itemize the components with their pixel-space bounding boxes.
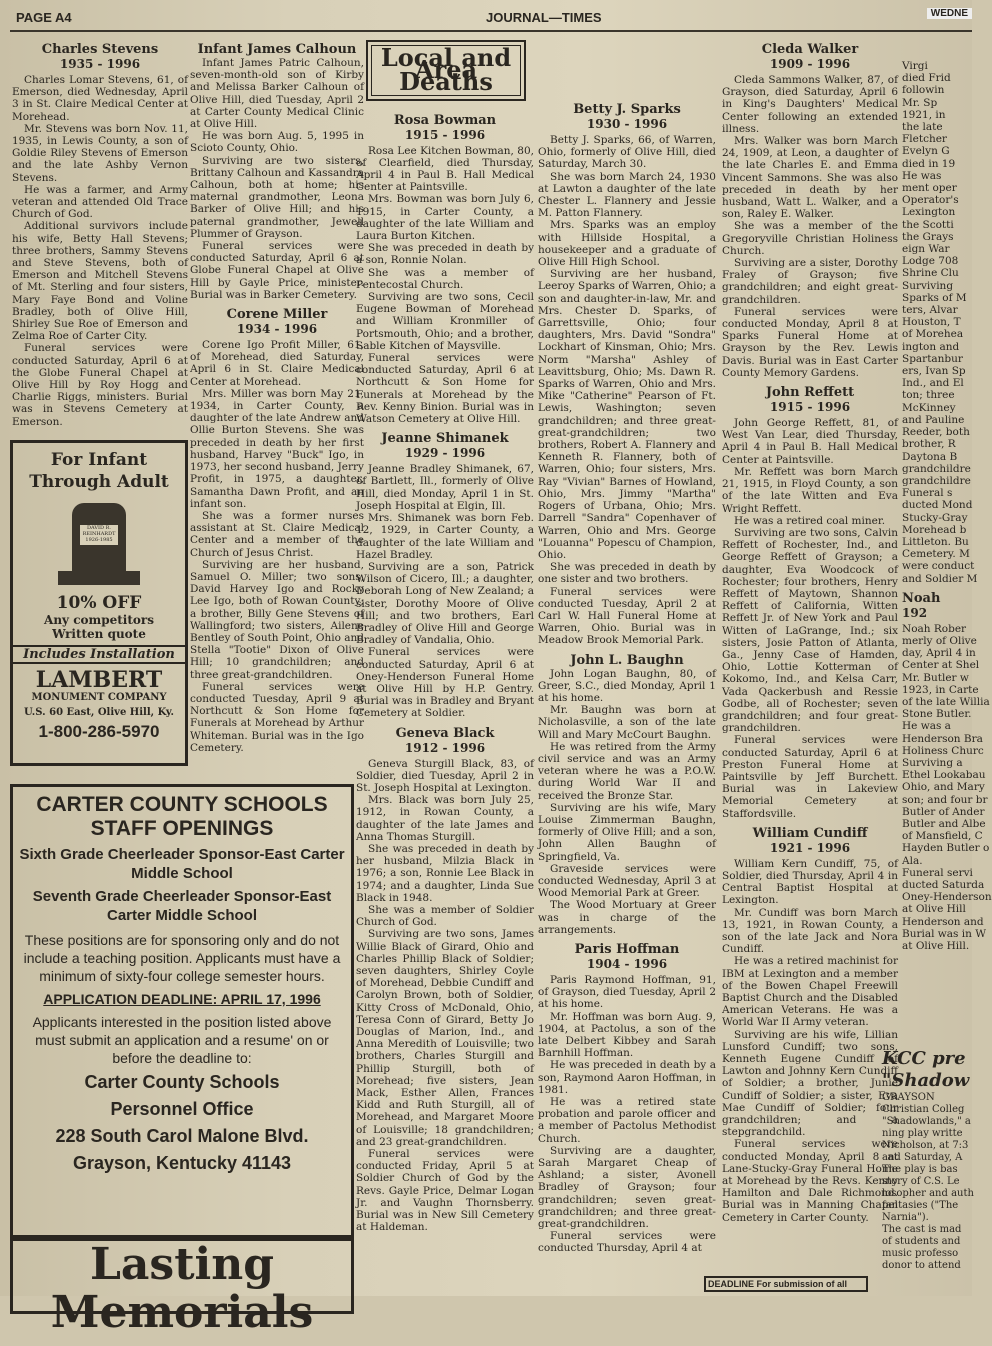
obit-paragraph: Infant James Patric Calhoun, seven-month-old son of Kirby and Melissa Barker Calhoun of Olive Hill, died Tuesday, April 2 at Carter County Medical Clinic at Olive Hill. <box>190 57 364 131</box>
text-line: Lodge 708 <box>902 255 959 268</box>
newspaper-name: JOURNAL—TIMES <box>486 10 602 25</box>
column-1 <box>12 36 188 436</box>
kcc-headline <box>882 1048 972 1272</box>
header-rule <box>10 30 972 32</box>
obit-paragraph: He was preceded in death by a son, Raymond Aaron Hoffman, in 1981. <box>538 1059 716 1096</box>
text-line: Henderson Bra <box>902 732 983 745</box>
obit-paragraph: Funeral services were conducted Tuesday, April 2 at Carl W. Hall Funeral Home at Warren, Ohio. Burial was in Meadow Brook Memorial Park. <box>538 585 716 647</box>
text-line: the late <box>902 121 943 134</box>
text-line: day, April 4 in <box>902 647 976 660</box>
obit-years: 1934 - 1996 <box>236 322 318 337</box>
obit-paragraph: Mr. Cundiff was born March 13, 1921, in Rowan County, a son of the late Jack and Nora Cundiff. <box>722 906 898 956</box>
text-line: Surviving <box>902 279 954 292</box>
text-line: Morehead b <box>902 523 967 536</box>
column-4 <box>538 96 716 1346</box>
text-line: Houston, T <box>902 316 961 329</box>
obit-years: 1921 - 1996 <box>769 840 851 855</box>
ad-address: U.S. 60 East, Olive Hill, Ky. <box>24 707 174 718</box>
obit-name: Geneva Black <box>395 725 495 741</box>
obit-name: Charles Stevens <box>41 42 159 57</box>
text-line: Mr. Sp <box>902 96 938 109</box>
obit-paragraph: Surviving are two sons, Cecil Eugene Bowman of Morehead and William Kronmiller of Portsmouth, Ohio; and a brother, Sable Kitchen of Maysville. <box>356 291 534 352</box>
obit-paragraph: Funeral services were conducted Saturday, April 6 at the Globe Funeral Chapel at Olive Hill by Roy Hogg and Charlie Riggs, ministers. Burial was in Stevens Cemetery at Emerson. <box>12 342 188 428</box>
obit-paragraph: Mrs. Bowman was born July 6, 1915, in Carter County, a daughter of the late William and Laura Burton Kitchen. <box>356 193 534 243</box>
text-line: ton; three <box>902 389 955 402</box>
obit-paragraph: Cleda Sammons Walker, 87, of Grayson, died Saturday, April 6 in King's Daughters' Medical Center following an extended illness. <box>722 74 898 135</box>
page-header <box>16 10 972 30</box>
deadline-box: DEADLINE For submission of all <box>704 1276 868 1292</box>
text-line: died in 19 <box>902 157 956 170</box>
text-line: Butler and Albe <box>902 817 986 830</box>
text-line: of Mansfield, C <box>902 830 983 843</box>
text-line: died Frid <box>902 72 951 85</box>
obit-name: Rosa Bowman <box>393 112 497 128</box>
column-3 <box>356 36 534 1286</box>
obit-paragraph: Surviving are her husband, Samuel O. Miller; two sons, David Harvey Igo and Rocky Lee Igo, both of Rowan County; a brother, Billy Gene Stevens of Wallingford; two sisters, Ailene Bentley of South Point, Ohio and Stella "Tootie" Dixon of Olive Hill; 10 grandchildren; and three great-grandchildren. <box>190 558 365 681</box>
text-line: eign War <box>902 243 950 256</box>
obit-paragraph: Mrs. Miller was born May 21, 1934, in Carter County, a daughter of the late Andrew and Ollie Burton Stevens. She was preceded in death by her first husband, Harvey "Buck" Igo, in 1973, her second husband, Jerry Profit, in 1975, a daughter, Samantha Dawn Profit, and an infant son. <box>190 387 364 510</box>
text-line: The cast is mad <box>882 1224 962 1235</box>
carter-county-schools-ad <box>10 784 354 1238</box>
text-line: Reeder, both <box>902 426 970 439</box>
obit-paragraph: Geneva Sturgill Black, 83, of Soldier, died Tuesday, April 2 in St. Joseph Hospital at Lexington. <box>356 757 534 794</box>
ad-line: Any competitors <box>44 613 154 627</box>
obit-paragraph: Mr. Hoffman was born Aug. 9, 1904, at Pactolus, a son of the late Delbert Kibbey and Sarah Barnhill Hoffman. <box>538 1010 716 1060</box>
kcc-headline-line: "Shadow <box>882 1070 970 1091</box>
text-line: Center at Shel <box>902 659 980 672</box>
text-line: Ind., and El <box>902 377 964 390</box>
ad-office-line: Carter County Schools <box>84 1072 280 1092</box>
ad-installation: Includes Installation <box>13 645 185 664</box>
text-line: at Olive Hill. <box>902 940 970 953</box>
text-line: grandchildre <box>902 474 971 487</box>
obit-name: William Cundiff <box>752 825 868 841</box>
obit-paragraph: She was preceded in death by her husband, Milzia Black in 1976; a son, Ronnie Lee Black in 1974; and a daughter, Linda Sue Black in 1948. <box>356 842 534 904</box>
text-line: Christian Colleg <box>882 1104 965 1115</box>
obit-paragraph: Charles Lomar Stevens, 61, of Emerson, died Wednesday, April 3 in St. Claire Medical Center at Morehead. <box>12 74 188 123</box>
obit-paragraph: Graveside services were conducted Wednesday, April 3 at Wood Memorial Park at Greer. <box>538 862 716 900</box>
ad-line: Lasting <box>89 1239 274 1290</box>
text-line: music professo <box>882 1248 959 1259</box>
obit-name: Infant James Calhoun <box>197 42 357 57</box>
ad-title: CARTER COUNTY SCHOOLS STAFF OPENINGS <box>36 793 328 840</box>
text-line: The play is bas <box>882 1164 958 1175</box>
text-line: Mr. Butler w <box>902 671 969 684</box>
obit-paragraph: Paris Raymond Hoffman, 91, of Grayson, died Tuesday, April 2 at his home. <box>538 974 716 1011</box>
text-line: Ala. <box>902 854 923 867</box>
text-line: ment oper <box>902 182 957 195</box>
text-line: He was a <box>902 720 951 733</box>
lasting-memorials-ad <box>10 1238 354 1338</box>
text-line: Fletcher <box>902 133 947 146</box>
ad-position: Sixth Grade Cheerleader Sponsor-East Carter Middle School <box>19 846 345 882</box>
text-line: followin <box>902 84 945 97</box>
obit-paragraph: Funeral services were conducted Thursday, April 4 at <box>538 1230 716 1255</box>
obit-paragraph: He was a farmer, and Army veteran and attended Old Trace Church of God. <box>12 183 188 221</box>
headstone-inscription: DAVID R. REINHARDT 1926-1985 <box>80 525 118 545</box>
section-banner <box>366 40 526 101</box>
obit-paragraph: Surviving are a daughter, Sarah Margaret Cheap of Ashland; a sister, Avonell Bradley of Grayson; four grandchildren; seven great-grandchildren; and three great-great-grandchildren. <box>538 1144 716 1231</box>
obit-paragraph: He was a retired state probation and parole officer and a member of Pactolus Methodist Church. <box>538 1096 716 1145</box>
obit-name: Corene Miller <box>226 307 328 323</box>
obit-name: John Reffett <box>765 385 855 401</box>
obit-paragraph: He was retired from the Army civil service and was an Army veteran where he was a P.O.W. during World War II and received the Bronze Star. <box>538 740 716 802</box>
obit-paragraph: Betty J. Sparks, 66, of Warren, Ohio, formerly of Olive Hill, died Saturday, March 30. <box>538 134 716 171</box>
text-line: brother, R <box>902 438 956 451</box>
obit-paragraph: Funeral services were conducted Tuesday, April 9 at Northcutt & Son Home for Funerals at Morehead by Arthur Whiteman. Burial was in the Igo Cemetery. <box>190 680 364 754</box>
text-line: ducted Mond <box>902 499 973 512</box>
text-line: of Morehea <box>902 328 964 341</box>
obit-paragraph: Mr. Reffett was born March 21, 1915, in Floyd County, a son of the late Witten and Eva Wright Reffett. <box>722 465 898 515</box>
obit-years: 1935 - 1996 <box>59 57 141 71</box>
obit-paragraph: Surviving are two sons, James Willie Black of Girard, Ohio and Charles Phillip Black of Soldier; seven daughters, Shirley Coyle of Morehead, Debbie Cundiff and Carolyn Brown, both of Soldier, Kitty Cross of McDonald, Ohio, Teresa Conn of Girard, Betty Jo Douglas of Marion, Ind., and Anna Meredith of Louisville; two brothers, Charles Sturgill and Phillip Sturgill, both of Morehead; five sisters, Jean Mack, Esther Allen, Frances Kidd and Ruth Sturgill, all of Morehead, and Margaret Moore of Louisville; 18 grandchildren; and 23 great-grandchildren. <box>356 928 534 1148</box>
partial-obit-text <box>902 60 978 585</box>
page-number: PAGE A4 <box>16 10 72 25</box>
text-line: Evelyn G <box>902 145 950 158</box>
text-line: Littleton. Bu <box>902 535 969 548</box>
ad-position: Seventh Grade Cheerleader Sponsor-East Carter Middle School <box>32 888 332 924</box>
column-5 <box>722 36 898 1296</box>
obit-paragraph: Funeral services were conducted Saturday, April 6 at Oney-Henderson Funeral Home at Olive Hill by H.P. Gentry. Burial was in Bradley and Bryant Cemetery at Soldier. <box>356 646 534 720</box>
obit-name: Jeanne Shimanek <box>381 431 509 447</box>
text-line: story of C.S. Le <box>882 1176 960 1187</box>
text-line: Nicholson, at 7:3 <box>882 1140 969 1151</box>
ad-office-line: 228 South Carol Malone Blvd. <box>55 1126 309 1146</box>
obit-paragraph: Surviving are two sons, Calvin Reffett of Rochester, Ind., and George Reffett of Grayson; a daughter, Eva Woodcock of Rochester; four brothers, Henry Reffett of Maytown, Shannon Reffett of California, Witten Reffett Jr. of New York and Paul Witten of LaGrange, Ind.; six sisters, Josie Patton of Atlanta, Ga., Jenny Case of Hamden, Ohio, Lottie Kotterman of Kokomo, Ind., and Kelsa Carr, Vada Qackerbush and Ressie Godbe, all of Rochester; seven grandchildren; and four great-grandchildren. <box>722 526 898 735</box>
text-line: Funeral s <box>902 487 953 500</box>
obit-paragraph: Funeral services were conducted Monday, April 8 at Lane-Stucky-Gray Funeral Home at Morehead by the Revs. Kenny Hamilton and Dale Richmond. Burial was in Manning Chapel Cemetery in Carter County. <box>722 1138 898 1224</box>
obit-paragraph: Mrs. Sparks was an employ with Hillside Hospital, a housekeeper and a graduate of Olive Hill High School. <box>538 219 716 269</box>
text-line: McKinney <box>902 401 956 414</box>
header-date-fragment: WEDNE <box>927 8 972 19</box>
ad-line: Written quote <box>52 627 146 641</box>
text-line: were conduct <box>902 560 975 573</box>
text-line: son; and four br <box>902 793 988 806</box>
text-line: Henderson and <box>902 915 984 928</box>
text-line: grandchildre <box>902 462 971 475</box>
obit-paragraph: He was a retired machinist for IBM at Lexington and a member of the Bowen Chapel Freewill Baptist Church and the Disabled American Veterans. He was a World War II Army veteran. <box>722 955 898 1029</box>
obit-paragraph: Surviving are her husband, Leeroy Sparks of Warren, Ohio; a son and daughter-in-law, Mr. and Mrs. Chester D. Sparks, of Garrettsville, Ohio; four daughters, Mrs. David "Sondra" Lockhart of Kinsman, Ohio; Mrs. Norm "Marsha" Ashley of Leavittsburg, Ohio; Ms. Dawn R. Sparks of Warren, Ohio and Mrs. Mike "Catherine" Pearson of Ft. Lewis, Washington; seven grandchildren; and three great-great-grandchildren; two brothers, Robert A. Flannery and Kenneth R. Flannery, both of Warren, Ohio; four sisters, Mrs. Ray "Vivian" Barnes of Howland, Ohio, Mrs. Jimmy "Martha" Rogers of Urbana, Ohio; Mrs. Darrell "Sandra" Copenhaver of Warren, Ohio and Mrs. George "Louanna" Popescu of Champion, Ohio. <box>538 268 716 561</box>
obit-paragraph: Mrs. Shimanek was born Feb. 12, 1929, in Carter County, a daughter of the late William and Hazel Bradley. <box>356 512 534 561</box>
ad-line: Memorials <box>50 1287 314 1338</box>
section-title: Local and Area Deaths <box>371 45 521 96</box>
obit-paragraph: Additional survivors include his wife, Betty Hall Stevens; three brothers, Sammy Stevens and Steve Stevens, both of Emerson and Mitchell Stevens of Mt. Sterling and four sisters, Mary Faye Bond and Voline Bradley, both of Olive Hill, Shirley Sue Roe of Emerson and Zelma Roe of Carter City. <box>12 220 188 343</box>
text-line: the Scotti <box>902 218 954 231</box>
text-line: GRAYSON <box>882 1092 935 1103</box>
text-line: "Shadowlands," a <box>882 1116 971 1127</box>
text-line: Stone Butler. <box>902 708 972 721</box>
text-line: Spartanbur <box>902 352 963 365</box>
text-line: donor to attend <box>882 1260 961 1271</box>
obit-years: 1915 - 1996 <box>769 400 851 415</box>
text-line: Oney-Henderson <box>902 891 992 904</box>
obit-years: 192 <box>902 605 928 620</box>
obit-paragraph: Surviving are a son, Patrick Wilson of Cicero, Ill.; a daughter, Deborah Long of New Zealand; a sister, Dorothy Moore of Olive Hill; and two brothers, Earl Bradley of Olive Hill and George Bradley of Vandalia, Ohio. <box>356 560 534 647</box>
ad-discount: 10% OFF <box>56 593 142 613</box>
ad-office-line: Grayson, Kentucky 41143 <box>72 1153 292 1173</box>
text-line: and Soldier M <box>902 572 978 585</box>
ad-deadline: APPLICATION DEADLINE: APRIL 17, 1996 <box>43 991 321 1007</box>
text-line: 1923, in Carte <box>902 683 979 696</box>
text-line: of the late Willia <box>902 695 990 708</box>
ad-body: These positions are for sponsoring only and do not include a teaching position. Applicants must have a minimum of sixty-four college semester hours. <box>23 932 341 984</box>
obit-name: Cleda Walker <box>761 42 859 57</box>
text-line: Stucky-Gray <box>902 511 968 524</box>
obit-paragraph: She was born March 24, 1930 at Lawton a daughter of the late Chester L. Flannery and Jessie M. Patton Flannery. <box>538 170 716 220</box>
obit-paragraph: Surviving are a sister, Dorothy Fraley of Grayson; five grandchildren; and eight great-grandchildren. <box>722 257 898 306</box>
text-line: Noah Rober <box>902 622 967 635</box>
ad-company-sub: MONUMENT COMPANY <box>31 692 167 703</box>
text-line: Cemetery. M <box>902 548 970 561</box>
obit-paragraph: John George Reffett, 81, of West Van Lear, died Thursday, April 4 in Paul B. Hall Medical Center at Paintsville. <box>722 417 898 466</box>
ad-office-line: Personnel Office <box>110 1099 254 1119</box>
obit-paragraph: She was a member of the Gregoryville Christian Holiness Church. <box>722 220 898 257</box>
obit-paragraph: Mrs. Walker was born March 24, 1909, at Leon, a daughter of the late Charles E. and Emma Vincent Sammons. She was also preceded in death by her husband, Watt L. Walker, and a son, Raley E. Walker. <box>722 135 898 221</box>
obit-paragraph: She was a former nurses assistant at St. Claire Medical Center and a member of the Church of Jesus Christ. <box>190 509 364 559</box>
obit-paragraph: Corene Igo Profit Miller, 61, of Morehead, died Saturday, April 6 in St. Claire Medical Center at Morehead. <box>190 339 364 388</box>
obit-years: 1909 - 1996 <box>769 57 851 71</box>
kcc-article-text <box>882 1092 972 1272</box>
text-line: He was <box>902 169 942 182</box>
text-line: Narnia"). <box>882 1212 929 1223</box>
text-line: and Saturday, A <box>882 1152 963 1163</box>
obit-years: 1915 - 1996 <box>404 127 486 142</box>
text-line: ington and <box>902 340 960 353</box>
text-line: Virgi <box>902 60 928 72</box>
lambert-monument-ad <box>10 440 188 766</box>
obit-paragraph: Funeral services were conducted Saturday, April 6 at Northcutt & Son Home for Funerals at Morehead by the Rev. Kenny Binion. Burial was in Watson Cemetery at Olive Hill. <box>356 352 534 426</box>
obit-paragraph: The Wood Mortuary at Greer was in charge of the arrangements. <box>538 899 716 936</box>
text-line: Ohio, and Mary <box>902 781 985 794</box>
text-line: 1921, in <box>902 108 946 121</box>
obit-years: 1929 - 1996 <box>404 446 486 461</box>
obit-paragraph: Funeral services were conducted Monday, April 8 at Sparks Funeral Home at Grayson by the Rev. Lewis Davis. Burial was in East Carter County Memory Gardens. <box>722 305 898 379</box>
text-line: ers, Ivan Sp <box>902 365 966 378</box>
text-line: Daytona B <box>902 450 958 463</box>
obit-paragraph: William Kern Cundiff, 75, of Soldier, died Thursday, April 4 in Central Baptist Hospital at Lexington. <box>722 857 898 907</box>
text-line: Butler of Ander <box>902 805 985 818</box>
text-line: Sparks of M <box>902 291 967 304</box>
obit-paragraph: He was born Aug. 5, 1995 in Scioto County, Ohio. <box>190 130 364 155</box>
obit-paragraph: She was a member of Soldier Church of God. <box>356 903 534 929</box>
headstone-icon <box>54 499 144 589</box>
text-line: merly of Olive <box>902 634 977 647</box>
obit-name: Paris Hoffman <box>574 942 680 957</box>
obit-paragraph: He was a retired coal miner. <box>734 514 886 527</box>
obit-paragraph: Rosa Lee Kitchen Bowman, 80, of Clearfield, died Thursday, April 4 in Paul B. Hall Medical Center at Paintsville. <box>356 144 534 194</box>
obit-paragraph: John Logan Baughn, 80, of Greer, S.C., died Monday, April 1 at his home. <box>538 667 716 704</box>
obit-name: John L. Baughn <box>570 652 684 668</box>
text-line: Operator's <box>902 194 959 207</box>
obit-paragraph: Surviving are his wife, Lillian Lunsford Cundiff; two sons, Kenneth Eugene Cundiff of Lawton and Johnny Kern Cundiff of Soldier; a brother, Junie Cundiff of Soldier; a sister, Eva Mae Cundiff of Soldier; four grandchildren; and a stepgrandchild. <box>722 1028 898 1139</box>
ad-phone: 1-800-286-5970 <box>38 722 160 741</box>
obit-name: Betty J. Sparks <box>573 102 681 117</box>
obit-paragraph: She was a member of Pentecostal Church. <box>356 266 534 291</box>
ad-headline: For Infant Through Adult <box>29 450 169 492</box>
text-line: Hayden Butler o <box>902 842 990 855</box>
obit-years: 1930 - 1996 <box>586 117 668 131</box>
text-line: Holiness Churc <box>902 744 984 757</box>
text-line: at Olive Hill <box>902 903 966 916</box>
text-line: Funeral servi <box>902 866 973 879</box>
obit-paragraph: Mr. Stevens was born Nov. 11, 1935, in Lewis County, a son of Goldie Riley Stevens of Emerson and the late Ashby Vernon Stevens. <box>12 122 188 184</box>
text-line: and Pauline <box>902 413 965 426</box>
text-line: ning play writte <box>882 1128 963 1139</box>
obit-paragraph: Funeral services were conducted Saturday, April 6 at Preston Funeral Home at Paintsville by Jeff Burchett. Burial was in Lakeview Memorial Cemetery at Staffordsville. <box>722 734 898 820</box>
text-line: ducted Saturda <box>902 879 985 891</box>
obit-paragraph: She was preceded in death by one sister and two brothers. <box>538 561 716 586</box>
text-line: Lexington <box>902 206 956 219</box>
obit-years: 1912 - 1996 <box>404 740 486 755</box>
text-line: Burial was in W <box>902 927 987 940</box>
obit-paragraph: Surviving are two sisters, Brittany Calhoun and Kassandra Calhoun, both at home; his maternal grandmother, Leona Barker of Olive Hill; and his paternal grandmother, Jewell Plummer of Grayson. <box>190 154 364 240</box>
ad-company-name: LAMBERT <box>35 667 163 693</box>
text-line: fantasies ("The <box>882 1200 959 1211</box>
obit-name: Noah <box>902 590 941 606</box>
text-line: ters, Alvar <box>902 304 958 317</box>
kcc-headline-line: KCC pre <box>882 1048 966 1069</box>
obit-paragraph: Funeral services were conducted Friday, April 5 at Soldier Church of God by the Revs. Gayle Price, Delmar Logan Jr. and Vaughn Thornsberry. Burial was in New Sill Cemetery at Haldeman. <box>356 1148 534 1234</box>
obit-paragraph: Jeanne Bradley Shimanek, 67, of Bartlett, Ill., formerly of Olive Hill, died Monday, April 1 in St. Joseph Hospital at Elgin, Ill. <box>356 463 534 512</box>
obit-paragraph: Mr. Baughn was born at Nicholasville, a son of the late Will and Mary McCourt Baughn. <box>538 704 716 741</box>
obit-paragraph: Mrs. Black was born July 25, 1912, in Rowan County, a daughter of the late James and Anna Thomas Sturgill. <box>356 794 534 843</box>
text-line: Shrine Clu <box>902 267 959 280</box>
partial-obit-text <box>902 622 992 953</box>
obit-years: 1904 - 1996 <box>586 957 668 971</box>
obit-paragraph: She was preceded in death by a son, Ronnie Nolan. <box>356 242 534 267</box>
text-line: Ethel Lookabau <box>902 769 986 782</box>
text-line: losopher and auth <box>882 1188 974 1199</box>
column-2 <box>190 36 364 776</box>
text-line: Surviving a <box>902 756 963 769</box>
ad-body: Applicants interested in the position listed above must submit an application and a resume' on or before the deadline to: <box>32 1014 332 1066</box>
obit-paragraph: Surviving are his wife, Mary Louise Zimmerman Baughn, formerly of Olive Hill; and a son, John Allen Baughn of Springfield, Va. <box>538 801 716 863</box>
obit-paragraph: Funeral services were conducted Saturday, April 6 at Globe Funeral Chapel at Olive Hill by Gayle Price, minister. Burial was in Barker Cemetery. <box>190 240 364 301</box>
text-line: of students and <box>882 1236 961 1247</box>
text-line: the Grays <box>902 230 954 243</box>
